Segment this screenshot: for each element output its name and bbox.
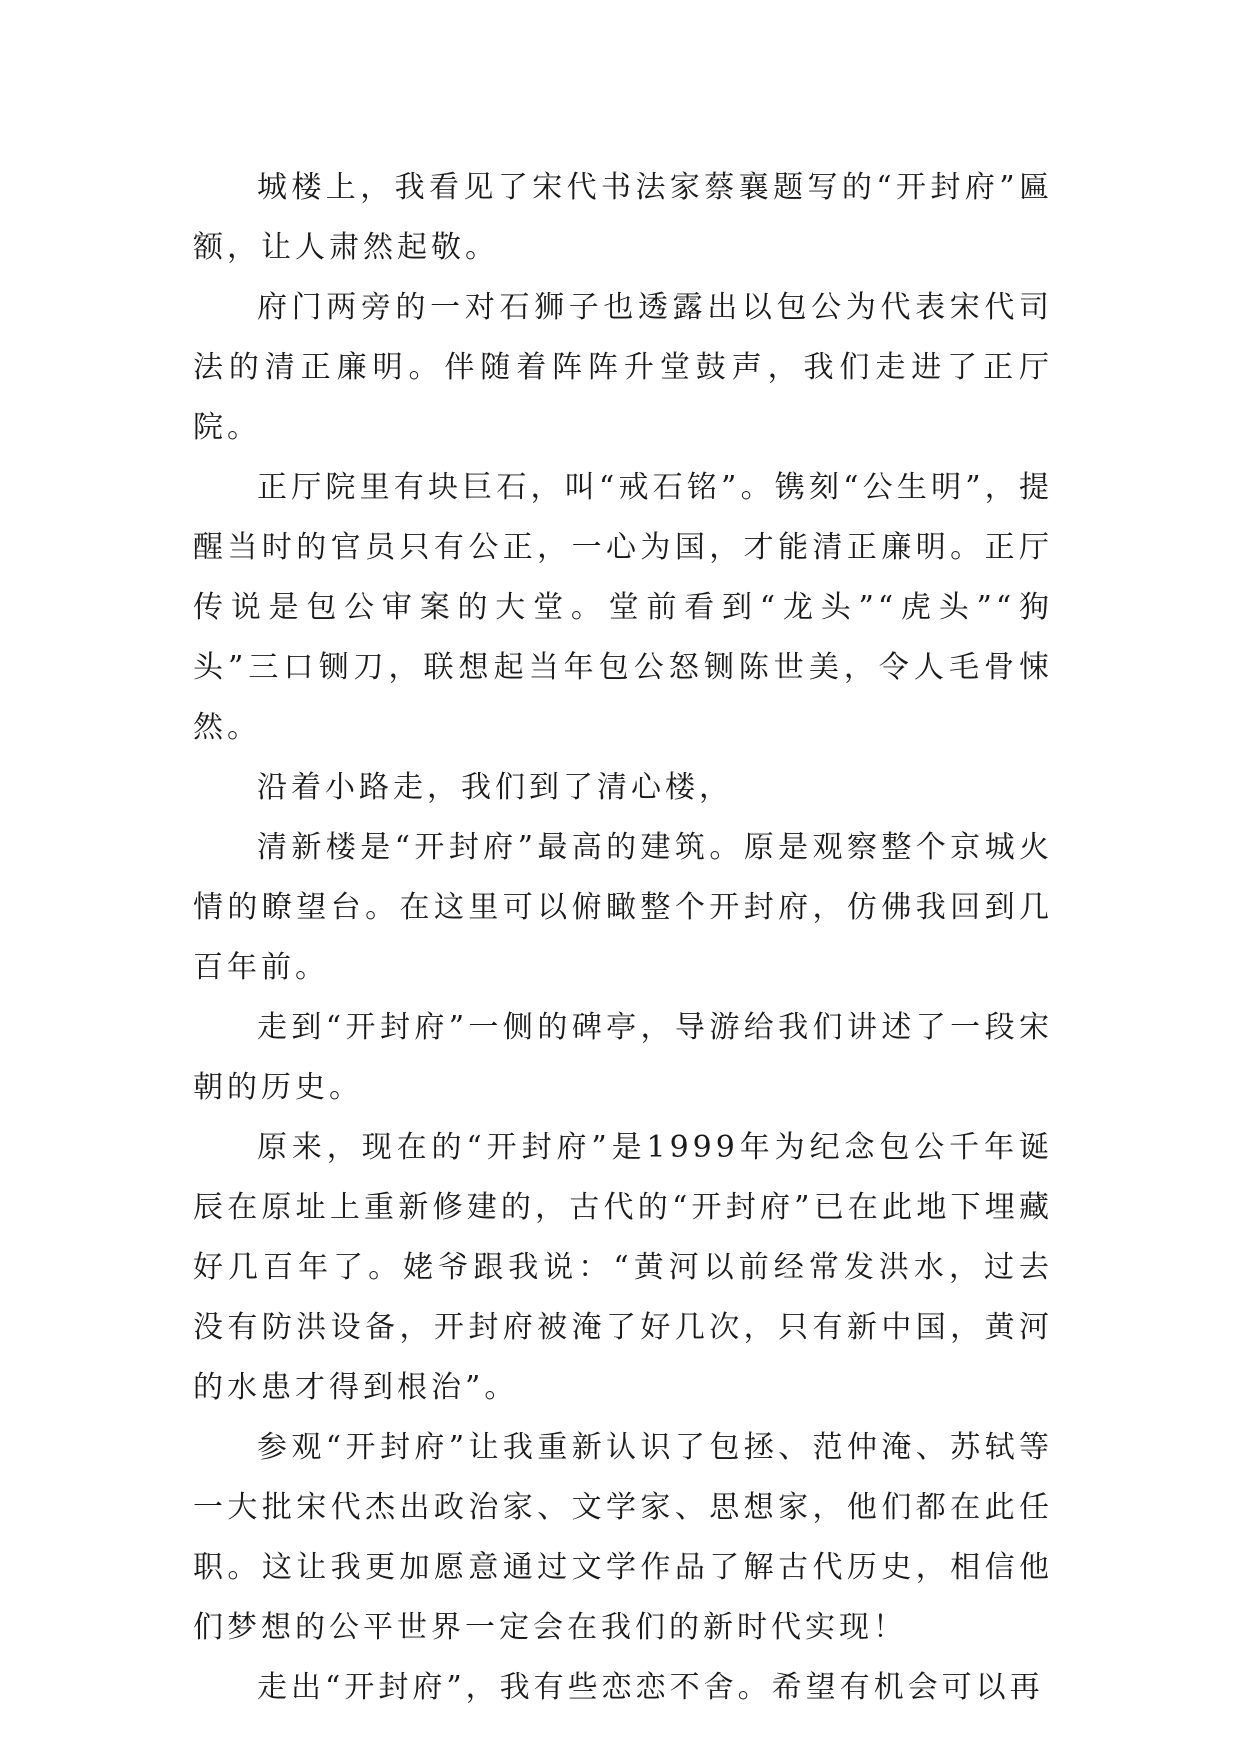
paragraph: 参观“开封府”让我重新认识了包拯、范仲淹、苏轼等一大批宋代杰出政治家、文学家、思想家，他们都在此任职。这让我更加愿意通过文学作品了解古代历史，相信他们梦想的公平世界一定会在我们的新时代实现！ (193, 1430, 1053, 1645)
document-body (193, 158, 1053, 1718)
paragraph: 原来，现在的“开封府”是1999年为纪念包公千年诞辰在原址上重新修建的，古代的“开封府”已在此地下埋藏好几百年了。姥爷跟我说：“黄河以前经常发洪水，过去没有防洪设备，开封府被淹了好几次，只有新中国，黄河的水患才得到根治”。 (193, 1130, 1053, 1405)
paragraph: 沿着小路走，我们到了清心楼， (257, 770, 733, 805)
paragraph: 正厅院里有块巨石，叫“戒石铭”。镌刻“公生明”，提醒当时的官员只有公正，一心为国，才能清正廉明。正厅传说是包公审案的大堂。堂前看到“龙头”“虎头”“狗头”三口铡刀，联想起当年包公怒铡陈世美，令人毛骨悚然。 (193, 470, 1053, 745)
paragraph: 府门两旁的一对石狮子也透露出以包公为代表宋代司法的清正廉明。伴随着阵阵升堂鼓声，我们走进了正厅院。 (193, 290, 1053, 445)
paragraph: 走到“开封府”一侧的碑亭，导游给我们讲述了一段宋朝的历史。 (193, 1010, 1053, 1105)
paragraph: 走出“开封府”，我有些恋恋不舍。希望有机会可以再 (257, 1670, 1044, 1705)
paragraph: 城楼上，我看见了宋代书法家蔡襄题写的“开封府”匾额，让人肃然起敬。 (193, 170, 1053, 265)
paragraph: 清新楼是“开封府”最高的建筑。原是观察整个京城火情的瞭望台。在这里可以俯瞰整个开封府，仿佛我回到几百年前。 (193, 830, 1053, 985)
